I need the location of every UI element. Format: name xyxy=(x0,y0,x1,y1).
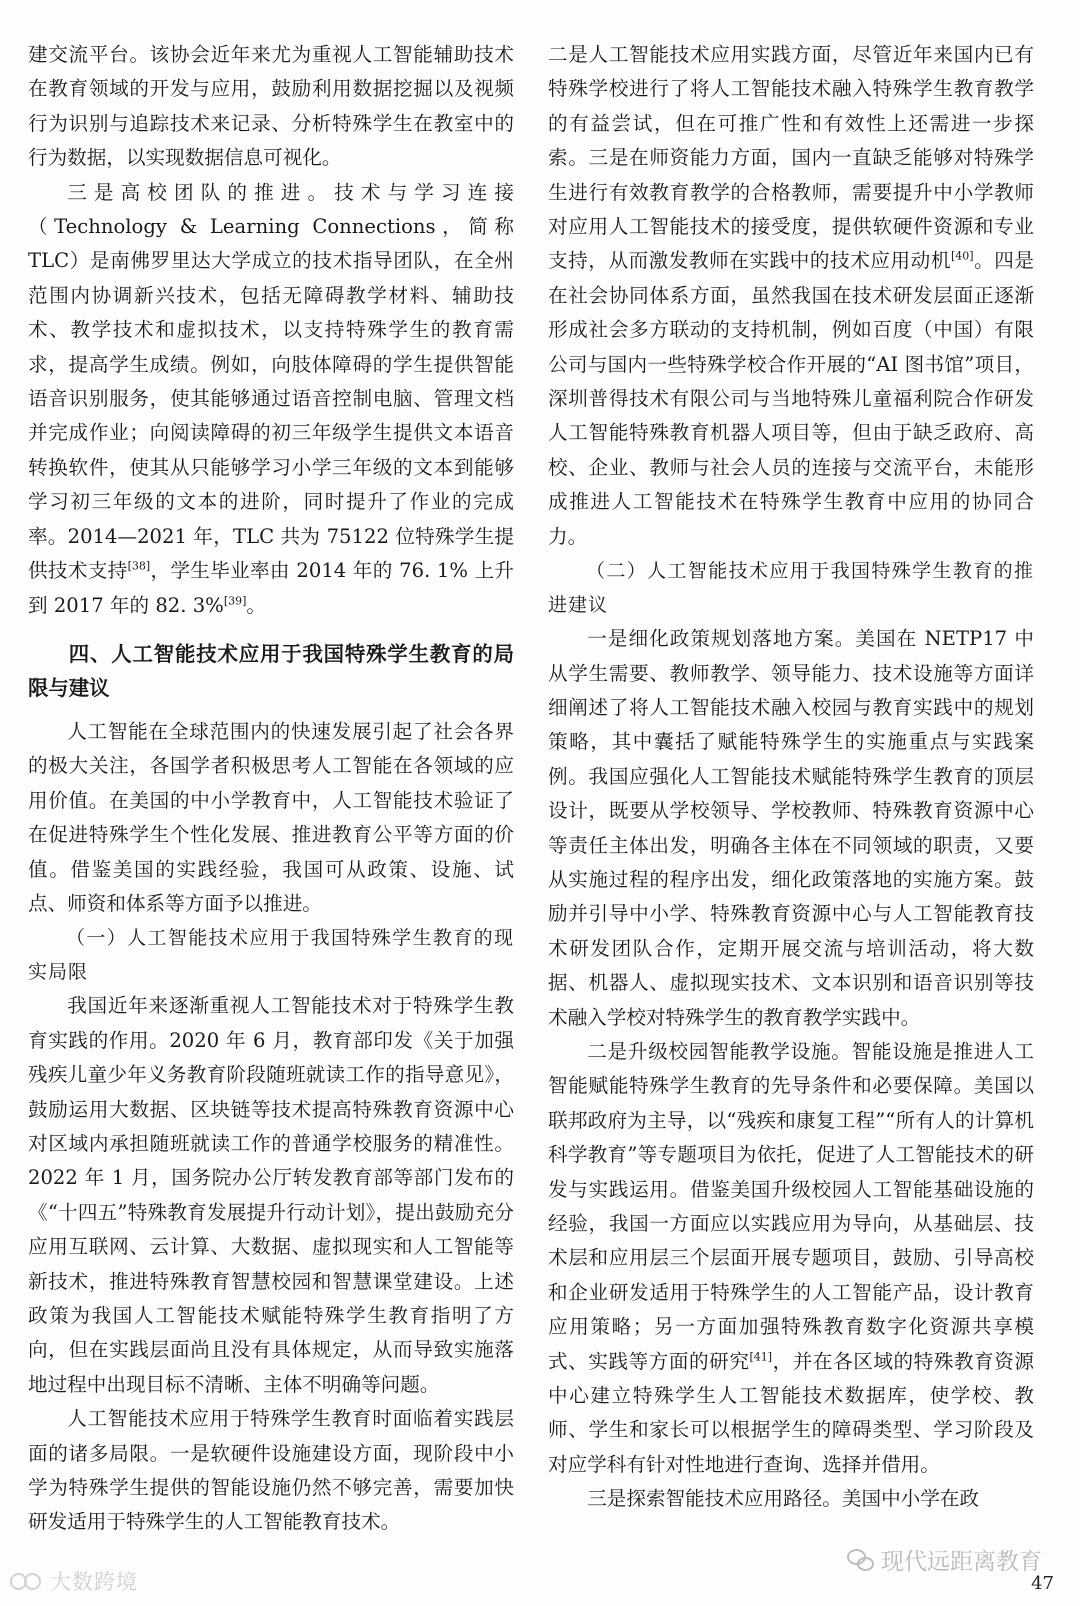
watermark-left xyxy=(10,1566,138,1596)
subsection-heading: （二）人工智能技术应用于我国特殊学生教育的推进建议 xyxy=(548,560,1034,617)
text: 。四是在社会协同体系方面，虽然我国在技术研发层面正逐渐形成社会多方联动的支持机制，例如百度（中国）有限公司与国内一些特殊学校合作开展的“AI 图书馆”项目，深圳普得技术有限公司与当地特殊儿童福利院合作研发人工智能特殊教育机器人项目等，但由于缺乏政府、高校、企业、教师与社会人员的连接与交流平台，未能形成推进人工智能技术在特殊学生教育中应用的协同合力。 xyxy=(548,249,1035,548)
subsection-heading: （一）人工智能技术应用于我国特殊学生教育的现实局限 xyxy=(28,927,514,984)
left-column xyxy=(28,38,514,1540)
paragraph: 人工智能技术应用于特殊学生教育时面临着实践层面的诸多局限。一是软硬件设施建设方面，现阶段中小学为特殊学生提供的智能设施仍然不够完善，需要加快研发适用于特殊学生的人工智能教育技术。 xyxy=(28,1407,514,1534)
paragraph: 我国近年来逐渐重视人工智能技术对于特殊学生教育实践的作用。2020 年 6 月，教育部印发《关于加强残疾儿童少年义务教育阶段随班就读工作的指导意见》，鼓励运用大数据、区块链等技术提高特殊教育资源中心对区域内承担随班就读工作的普通学校服务的精准性。2022 年 1 月，国务院办公厅转发教育部等部门发布的《“十四五”特殊教育发展提升行动计划》，提出鼓励充分应用互联网、云计算、大数据、虚拟现实和人工智能等新技术，推进特殊教育智慧校园和智慧课堂建设。上述政策为我国人工智能技术赋能特殊学生教育指明了方向，但在实践层面尚且没有具体规定，从而导致实施落地过程中出现目标不清晰、主体不明确等问题。 xyxy=(28,994,514,1396)
text: 三是高校团队的推进。技术与学习连接（Technology & Learning Connections，简称 TLC）是南佛罗里达大学成立的技术指导团队，在全州范围内协调新兴技术，包括无障碍教学材料、辅助技术、教学技术和虚拟技术，以支持特殊学生的教育需求，提高学生成绩。例如，向肢体障碍的学生提供智能语音识别服务，使其能够通过语音控制电脑、管理文档并完成作业；向阅读障碍的初三年级学生提供文本语音转换软件，使其从只能够学习小学三年级的文本到能够学习初三年级的文本的进阶，同时提升了作业的完成率。2014—2021 年，TLC 共为 75122 位特殊学生提供技术支持 xyxy=(28,180,514,583)
watermark-left-text: 大数跨境 xyxy=(50,1570,138,1594)
paragraph xyxy=(548,1035,1034,1482)
logo-icon xyxy=(10,1570,44,1592)
wechat-icon xyxy=(847,1549,873,1571)
paragraph: 人工智能在全球范围内的快速发展引起了社会各界的极大关注，各国学者积极思考人工智能在各领域的应用价值。在美国的中小学教育中，人工智能技术验证了在促进特殊学生个性化发展、推进教育公平等方面的价值。借鉴美国的实践经验，我国可从政策、设施、试点、师资和体系等方面予以推进。 xyxy=(28,719,514,915)
text: 二是升级校园智能教学设施。智能设施是推进人工智能赋能特殊学生教育的先导条件和必要保障。美国以联邦政府为主导，以“残疾和康复工程”“所有人的计算机科学教育”等专题项目为依托，促进了人工智能技术的研发与实践运用。借鉴美国升级校园人工智能基础设施的经验，我国一方面应以实践应用为导向，从基础层、技术层和应用层三个层面开展专题项目，鼓励、引导高校和企业研发适用于特殊学生的人工智能产品，设计教育应用策略；另一方面加强特殊教育数字化资源共享模式、实践等方面的研究 xyxy=(548,1039,1034,1373)
citation: [39] xyxy=(223,593,247,607)
citation: [40] xyxy=(950,249,974,263)
paragraph xyxy=(548,38,1034,554)
paragraph: 建交流平台。该协会近年来尤为重视人工智能辅助技术在教育领域的开发与应用，鼓励利用数据挖掘以及视频行为识别与追踪技术来记录、分析特殊学生在教室中的行为数据，以实现数据信息可视化。 xyxy=(28,43,514,170)
watermark-right xyxy=(847,1543,1042,1576)
paragraph: 三是探索智能技术应用路径。美国中小学在政 xyxy=(587,1487,980,1511)
paragraph xyxy=(28,176,514,623)
citation: [38] xyxy=(127,559,151,573)
watermark-right-text: 现代远距离教育 xyxy=(881,1549,1042,1575)
text: ，并在各区域的特殊教育资源中心建立特殊学生人工智能技术数据库，使学校、教师、学生和家长可以根据学生的障碍类型、学习阶段及对应学科有针对性地进行查询、选择并借用。 xyxy=(548,1349,1035,1476)
text: ，学生毕业率由 2014 年的 76. 1% 上升到 2017 年的 82. 3% xyxy=(28,559,514,617)
text: 。 xyxy=(246,593,266,617)
page-number: 47 xyxy=(1031,1573,1054,1594)
citation: [41] xyxy=(749,1350,773,1364)
section-heading: 四、人工智能技术应用于我国特殊学生教育的局限与建议 xyxy=(28,641,514,700)
paragraph: 一是细化政策规划落地方案。美国在 NETP17 中从学生需要、教师教学、领导能力、技术设施等方面详细阐述了将人工智能技术融入校园与教育实践中的规划策略，其中囊括了赋能特殊学生的实施重点与实践案例。我国应强化人工智能技术赋能特殊学生教育的顶层设计，既要从学校领导、学校教师、特殊教育资源中心等责任主体出发，明确各主体在不同领域的职责，又要从实施过程的程序出发，细化政策落地的实施方案。鼓励并引导中小学、特殊教育资源中心与人工智能教育技术研发团队合作，定期开展交流与培训活动，将大数据、机器人、虚拟现实技术、文本识别和语音识别等技术融入学校对特殊学生的教育教学实践中。 xyxy=(548,627,1034,1029)
right-column xyxy=(548,38,1034,1517)
text: 二是人工智能技术应用实践方面，尽管近年来国内已有特殊学校进行了将人工智能技术融入特殊学生教育教学的有益尝试，但在可推广性和有效性上还需进一步探索。三是在师资能力方面，国内一直缺乏能够对特殊学生进行有效教育教学的合格教师，需要提升中小学教师对应用人工智能技术的接受度，提供软硬件资源和专业支持，从而激发教师在实践中的技术应用动机 xyxy=(548,43,1034,273)
